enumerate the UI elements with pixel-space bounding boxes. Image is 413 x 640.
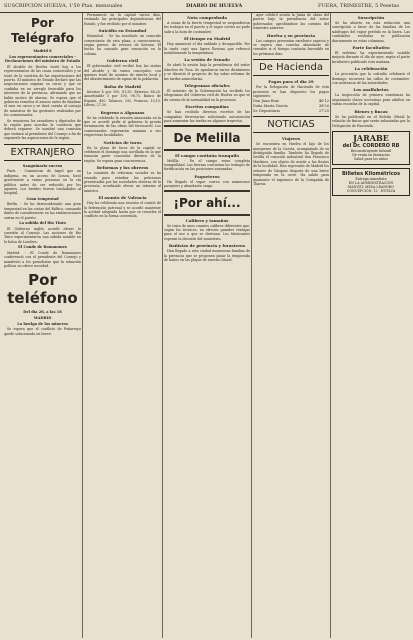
article-text: Hoy amaneció el día nublado y desapacible. Por la tarde cayó una ligera llovizna que refrescó notablemente la temperatura. [164, 42, 250, 56]
subhead: El Conde de Romanones [18, 245, 67, 250]
subhead: Gobierno civil [106, 58, 139, 64]
article-text: Ha llegado el vapor correo con numerosos pasajeros y abundante carga. [164, 179, 250, 189]
article-text: En la plaza de toros de la capital se celebrará el domingo una novillada en la que tomarán parte conocidos diestros de la región. Se espera gran concurrencia. [84, 145, 161, 163]
masthead-right: FUERA, TRIMESTRE, 5 Pesetas [318, 3, 400, 9]
payments-list [253, 99, 329, 113]
masthead-title: DIARIO DE HUELVA [186, 3, 243, 9]
article-text: Interior 4 por 100, 81,50. Exterior, 88,20. Amortizable 5 por 100, 98,75. Banco de España, 450. Tabacos, 292. Francos, 10,15. Libras, 27,30. [84, 89, 161, 108]
column-rule [162, 13, 163, 638]
article-text: El gobernador civil recibió hoy las visitas del alcalde y de varios concejales, con quienes trató de asuntos de interés local y del abastecimiento de aguas de la población. [84, 64, 161, 82]
subhead: Pagos para el día 29 [268, 79, 314, 85]
column-1 [4, 13, 81, 637]
ad-line: MANUEL MESA LEANDRO [347, 184, 395, 189]
article-text: Estambul. - Se ha suicidado un conocido comerciante de esta plaza, a consecuencia, según parece, de reveses de fortuna. El hecho ha causado gran sensación en la colonia. [84, 34, 161, 56]
article-text: La inspección de primera enseñanza ha organizado clases nocturnas para adultos en varias escuelas de la capital. [332, 93, 410, 107]
article-text: Se reunieron los senadores y diputados de la región para acordar la conducta que deberá seguirse. Se nombró una comisión que visitará al presidente del Consejo a fin de exponerle las aspiraciones de la región. [4, 118, 81, 141]
article-text: Se ha publicado en el Boletín Oficial la relación de fincas que serán subastadas por la Delegación de Hacienda. [332, 114, 410, 128]
article-text: A causa de la fuerte tempestad se suspendieron los trabajos en el puerto y el vapor correo no pudo salir a la hora de costumbre. [164, 21, 250, 34]
article-text: Se trata de unos cuantos calibres diferentes que, según los técnicos, no ofrecen grandes ventajas para el uso a que se destinan. Los fabricantes esperan la decisión del ministerio. [164, 223, 250, 241]
subhead: Bienes y fincas [354, 108, 388, 114]
divider [164, 214, 250, 216]
ad-line: CONCEPCIÓN, 12 - HUELVA [346, 189, 396, 194]
advertisement-jarabe [332, 131, 410, 165]
column-5 [332, 13, 410, 637]
section-noticias: NOTICIAS [253, 116, 329, 133]
article-text: Berlín. - Se ha desencadenado una gran tempestad en las costas del Báltico, causando daños de consideración en las embarcaciones surtas en el puerto. [4, 202, 81, 220]
payment-row: Don Juan Ruiz 46'12 [253, 99, 329, 104]
ad-title: JARABE [353, 132, 389, 143]
article-text: Madrid. - El Conde de Romanones conferenció con el presidente del Consejo y manifestó a los periodistas que la situación política no ofrece novedad. [4, 250, 81, 268]
payment-row: Sr. Depositario 27'25 [253, 108, 329, 113]
article-text: Los campos presentan excelente aspecto y se espera una cosecha abundante de cereales si el tiempo continúa favorable en los próximos días. [253, 38, 329, 56]
column-4 [253, 13, 329, 637]
subhead: El campo continúa tranquilo [174, 152, 240, 158]
article-text: Se ha celebrado la reunión anunciada en la que se acordó pedir al gobierno la pronta terminación de las obras del ferrocarril. Los comisionados regresarán mañana a sus respectivas localidades. [84, 115, 161, 138]
article-text: El enfermo ha experimentado notable mejoría durante el día de ayer, según el parte facultativo publicado esta mañana. [332, 51, 410, 64]
subhead: Regreso a Alguazas [100, 109, 145, 115]
headline-telefono: Por teléfono [7, 271, 78, 308]
ad-line: Salud para los niños [354, 157, 388, 162]
ad-line: Reconstituyente Infantil [350, 148, 392, 153]
subhead: Noticias de toros [103, 139, 142, 145]
column-rule [251, 13, 252, 638]
article-text: Se ha abierto en esta redacción una suscripción a favor de las familias de los náufragos del vapor perdido en la barra. Las cantidades recibidas se publicarán diariamente en estas columnas. [332, 21, 410, 43]
section-extranjero: EXTRANJERO [4, 144, 81, 161]
ad-line: Entrega inmediata [355, 176, 387, 181]
subhead: Calibres y tamaños [185, 217, 229, 223]
subhead: Del día 28, a las 18 [23, 310, 62, 315]
subhead: Telegramas oficiales [184, 83, 230, 89]
masthead [0, 0, 413, 13]
payment-row: Doña María García 38'50 [253, 104, 329, 109]
divider [164, 125, 250, 127]
article-text: Se han recibido diversos escritos de las compañías ferroviarias solicitando autorización para aumentar las tarifas en algunos trayectos. [164, 110, 250, 124]
subhead: Paqueteros [194, 173, 220, 179]
article-text: Se encuentra en Huelva el hijo de los marqueses de la Cuesta, acompañado de su distinguida familia. También ha llegado de Sevilla el conocido industrial don Francisco Martínez, con objeto de asistir a las fiestas de la localidad. Han regresado de Madrid los señores de Vázquez después de una breve temporada en la corte. Ha salido para Ayamonte el ingeniero de la Compañía de Tharsis. [253, 142, 329, 186]
subhead: Parte facultativo [352, 45, 390, 51]
subhead: Los representantes comerciales - Declaraciones del ministro de Estado [4, 54, 81, 64]
advertisement-billetes [332, 168, 410, 197]
subhead: Bolsa de Madrid [104, 83, 141, 89]
subhead: Suicidio en Estambul [98, 28, 147, 34]
subhead: La subida del Rio Tinto [19, 220, 66, 225]
article-text: Por la Delegación de Hacienda de esta provincia se han dispuesto los pagos siguientes: [253, 85, 329, 99]
article-text: Han llegado a esta ciudad numerosas familias de la provincia que se proponen pasar la temporada de baños en las playas de nuestro litoral. [164, 249, 250, 262]
subhead: Reformas y los obreros [96, 165, 149, 171]
article-text: Hoy ha celebrado una reunión el comité de la federación patronal y se acordó mantener la actitud adoptada hasta que se resuelva el conflicto en la forma convenida. [84, 201, 161, 219]
article-text: La procesión que la cofradía celebrará el domingo recorrerá las calles de costumbre, con asistencia de las autoridades. [332, 72, 410, 86]
subhead: Gran tempestad [26, 196, 59, 201]
article-text: El ministro de la Gobernación ha recibido los telegramas del Gobierno civil de Huelva en que se da cuenta de la normalidad en la provincia. [164, 89, 250, 102]
column-3 [164, 13, 250, 637]
article-text: Ayer celebró sesión la Junta de obras del puerto bajo la presidencia del señor gobernador, aprobándose las cuentas del trimestre anterior. [253, 13, 329, 31]
ad-title: Billetes Kilométricos [341, 170, 401, 177]
subhead: Nota comprobada [187, 15, 227, 20]
ad-line: del Dr. CORDERO RB [342, 142, 400, 149]
section-de-hacienda: De Hacienda [253, 59, 329, 76]
subhead: La celebración [354, 66, 388, 72]
subhead: Los analfabetos [353, 87, 389, 93]
subhead: Sanguinario suceso [22, 163, 63, 168]
article-text: Se abrió la sesión bajo la presidencia del señor Sánchez de Toca. Se aprobaron varios dictámenes y se discutió el proyecto de ley sobre reforma de las tarifas arancelarias. [164, 63, 250, 81]
column-2 [84, 13, 161, 637]
subhead: Bañistas de provincia y forasteros [168, 243, 246, 249]
article-text: París. - Comunican de Argel que un indígena, en un acceso de locura, hirió gravemente a varias personas en la vía pública antes de ser reducido por los agentes. Los heridos fueron trasladados al hospital. [4, 169, 81, 196]
subhead: El tiempo en Madrid [183, 36, 231, 42]
subhead: Escritos compañías [185, 104, 229, 110]
article-text: El alcalde de Huelva visitó hoy a los representantes de las casas comerciales y se trató de la cuestión de las exportaciones del puerto. El ministro de Estado declaró que las negociaciones seguían su curso y que se confiaba en un arreglo favorable para los intereses de la provincia, afirmando que no había motivo de alarma. Se espera que el gobierno resuelva el asunto antes de finalizar el mes en curso y se dará cuenta al consejo de ministros de las gestiones realizadas por los comisionados. [4, 64, 81, 118]
ad-line: EN LA ADMINISTRACIÓN [348, 180, 394, 185]
banner-por-ahi: ¡Por ahí... [173, 195, 241, 210]
column-rule [330, 13, 331, 638]
banner-de-melilla: De Melilla [173, 130, 241, 145]
subhead: Huelva y su provincia [266, 32, 316, 38]
column-rule [82, 13, 83, 638]
subhead: Suscripción [357, 15, 385, 20]
subhead: El asunto de Valencia [98, 195, 147, 201]
subhead: La sesión de Senado [184, 57, 230, 63]
subhead: La huelga de los mineros [17, 321, 68, 326]
subhead: Madrid 8 [33, 49, 52, 53]
divider [164, 149, 250, 151]
masthead-subscription: SUSCRIPCIÓN HUELVA, 1'50 Ptas. mensuales [4, 3, 123, 9]
headline-telegrafo: Por Telégrafo [10, 16, 75, 45]
subhead: MADRID [33, 315, 52, 320]
article-text: Melilla. - En el campo reina completa tranquilidad. Las fuerzas continúan los trabajos de fortificación en las posiciones avanzadas. [164, 158, 250, 172]
article-text: Se espera que el conflicto de Peñarroya quede solucionado en breve. [4, 327, 81, 336]
ad-line: De venta en farmacias [352, 153, 390, 158]
article-text: Permaneció en la capital varios días, visitando las principales dependencias del Estado, y fue recibido por el ministro. [84, 13, 161, 26]
subhead: Viajeros [281, 136, 301, 142]
article-text: El Gobierno inglés acordó elevar la cuestión al Consejo. Las acciones de Rio Tinto experimentaron una subida notable en la bolsa de Londres. [4, 226, 81, 244]
article-text: La comisión de reformas sociales se ha reunido para estudiar las peticiones presentadas por las sociedades obreras de la provincia, acordando elevar un informe al ministro. [84, 171, 161, 193]
divider [164, 190, 250, 192]
